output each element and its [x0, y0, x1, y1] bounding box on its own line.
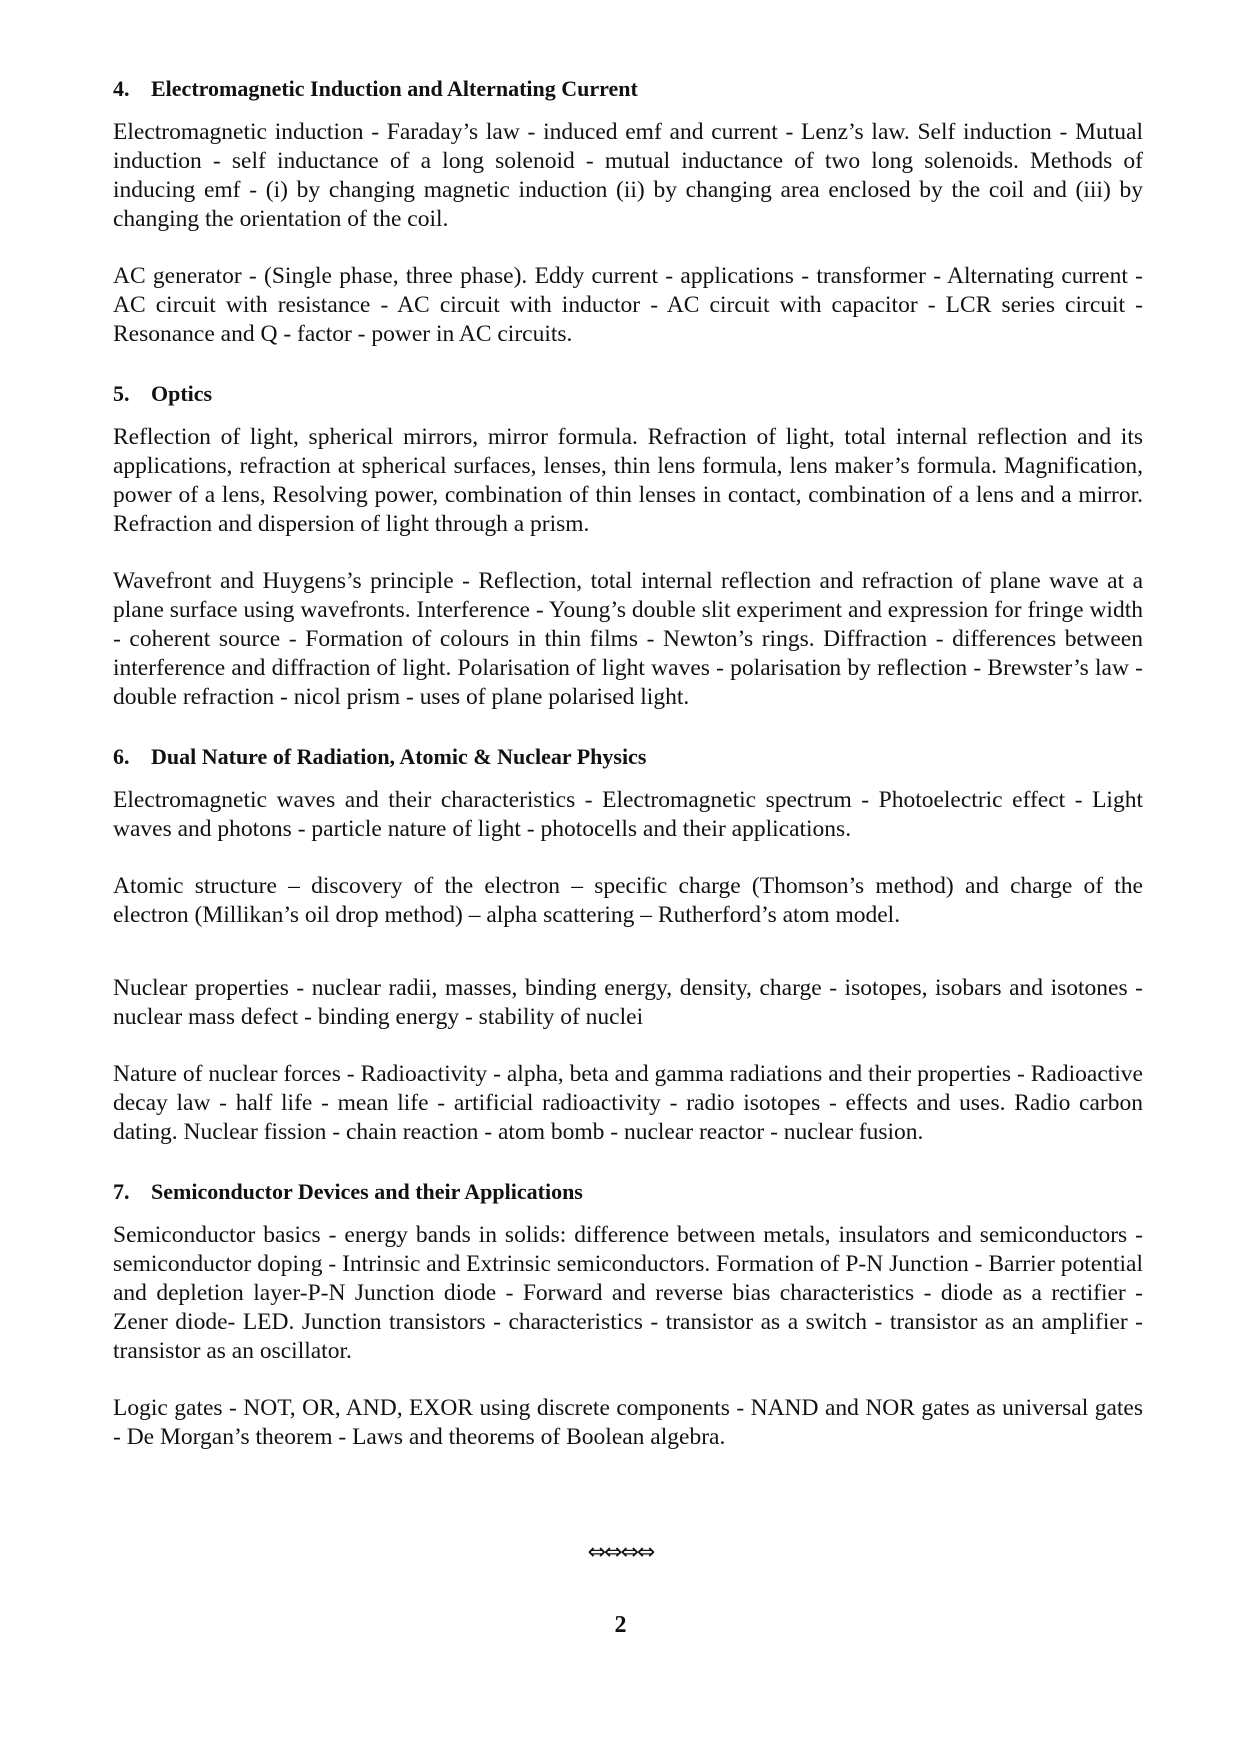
end-ornament: ⇔⇔⇔⇔	[587, 1540, 654, 1565]
paragraph: Electromagnetic waves and their characteristics - Electromagnetic spectrum - Photoelectric effect - Light waves and photons - particle nature of light - photocells and their applications.	[113, 787, 1143, 842]
section-number: 6.	[113, 744, 130, 769]
section-heading	[113, 74, 1143, 104]
section-title: Electromagnetic Induction and Alternating Current	[151, 76, 638, 101]
section-5	[113, 379, 1143, 712]
page-number: 2	[614, 1612, 627, 1638]
section-number: 7.	[113, 1179, 130, 1204]
paragraph: Atomic structure – discovery of the electron – specific charge (Thomson’s method) and charge of the electron (Millikan’s oil drop method) – alpha scattering – Rutherford’s atom model.	[113, 873, 1143, 928]
paragraph: Logic gates - NOT, OR, AND, EXOR using discrete components - NAND and NOR gates as universal gates - De Morgan’s theorem - Laws and theorems of Boolean algebra.	[113, 1395, 1143, 1450]
paragraph: AC generator - (Single phase, three phase). Eddy current - applications - transformer - Alternating current - AC circuit with resistance - AC circuit with inductor - AC circuit with capacitor - LCR series circuit - Resonance and Q - factor - power in AC circuits.	[113, 263, 1143, 347]
section-title: Optics	[151, 381, 213, 406]
section-heading	[113, 1177, 1143, 1207]
section-number: 5.	[113, 381, 130, 406]
section-heading	[113, 742, 1143, 772]
document-page	[113, 74, 1143, 1472]
section-title: Semiconductor Devices and their Applications	[151, 1179, 583, 1204]
paragraph: Reflection of light, spherical mirrors, mirror formula. Refraction of light, total internal reflection and its applications, refraction at spherical surfaces, lenses, thin lens formula, lens maker’s formula. Magnification, power of a lens, Resolving power, combination of thin lenses in contact, combination of a lens and a mirror. Refraction and dispersion of light through a prism.	[113, 424, 1143, 537]
paragraph: Nature of nuclear forces - Radioactivity - alpha, beta and gamma radiations and their properties - Radioactive decay law - half life - mean life - artificial radioactivity - radio isotopes - effects and uses. Radio carbon dating. Nuclear fission - chain reaction - atom bomb - nuclear reactor - nuclear fusion.	[113, 1061, 1143, 1145]
paragraph: Semiconductor basics - energy bands in solids: difference between metals, insulators and semiconductors - semiconductor doping - Intrinsic and Extrinsic semiconductors. Formation of P-N Junction - Barrier potential and depletion layer-P-N Junction diode - Forward and reverse bias characteristics - diode as a rectifier - Zener diode- LED. Junction transistors - characteristics - transistor as a switch - transistor as an amplifier - transistor as an oscillator.	[113, 1222, 1143, 1364]
section-7	[113, 1177, 1143, 1452]
section-4	[113, 74, 1143, 349]
paragraph: Electromagnetic induction - Faraday’s law - induced emf and current - Lenz’s law. Self induction - Mutual induction - self inductance of a long solenoid - mutual inductance of two long solenoids. Methods of inducing emf - (i) by changing magnetic induction (ii) by changing area enclosed by the coil and (iii) by changing the orientation of the coil.	[113, 119, 1143, 232]
section-6	[113, 742, 1143, 1147]
section-heading	[113, 379, 1143, 409]
section-number: 4.	[113, 76, 130, 101]
paragraph: Wavefront and Huygens’s principle - Reflection, total internal reflection and refraction of plane wave at a plane surface using wavefronts. Interference - Young’s double slit experiment and expression for fringe width - coherent source - Formation of colours in thin films - Newton’s rings. Diffraction - differences between interference and diffraction of light. Polarisation of light waves - polarisation by reflection - Brewster’s law - double refraction - nicol prism - uses of plane polarised light.	[113, 568, 1143, 710]
section-title: Dual Nature of Radiation, Atomic & Nuclear Physics	[151, 744, 647, 769]
paragraph: Nuclear properties - nuclear radii, masses, binding energy, density, charge - isotopes, isobars and isotones - nuclear mass defect - binding energy - stability of nuclei	[113, 975, 1143, 1030]
